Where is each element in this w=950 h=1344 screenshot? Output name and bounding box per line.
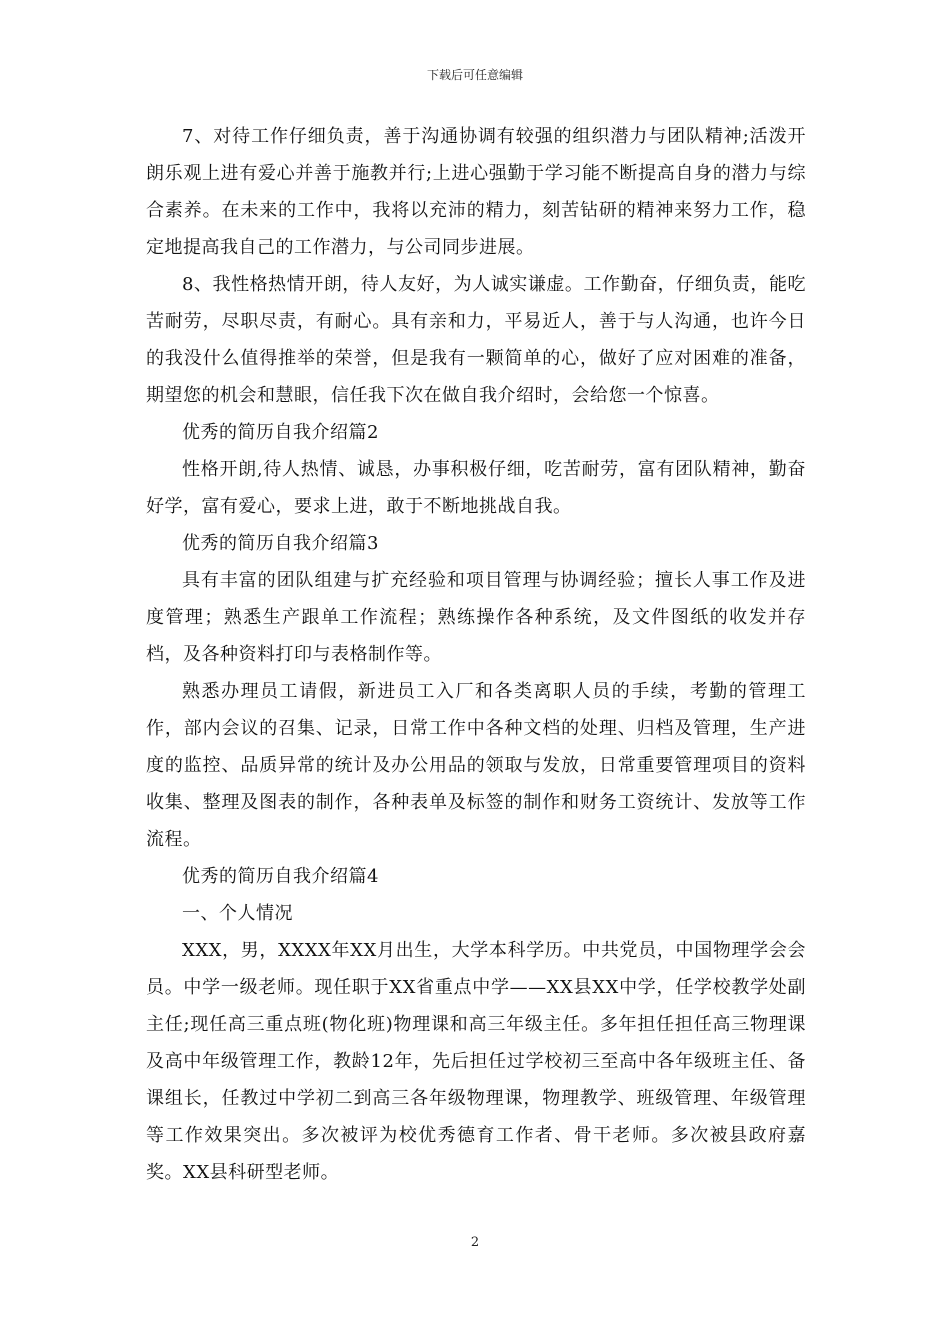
- document-body: [146, 118, 806, 1191]
- section-heading-4: 优秀的简历自我介绍篇4: [182, 866, 379, 887]
- paragraph-personal-info: XXX，男，XXXX年XX月出生，大学本科学历。中共党员，中国物理学会会员。中学一级老师。现任职于XX省重点中学——XX县XX中学，任学校教学处副主任;现任高三重点班(物化班)物理课和高三年级主任。多年担任担任高三物理课及高中年级管理工作，教龄12年，先后担任过学校初三至高中各年级班主任、备课组长，任教过中学初二到高三各年级物理课，物理教学、班级管理、年级管理等工作效果突出。多次被评为校优秀德育工作者、骨干老师。多次被县政府嘉奖。XX县科研型老师。: [146, 940, 806, 1183]
- page-header: 下载后可任意编辑: [426, 68, 523, 82]
- paragraph-section-3-a: 具有丰富的团队组建与扩充经验和项目管理与协调经验；擅长人事工作及进度管理；熟悉生产跟单工作流程；熟练操作各种系统，及文件图纸的收发并存档，及各种资料打印与表格制作等。: [146, 570, 806, 665]
- paragraph-section-3-b: 熟悉办理员工请假，新进员工入厂和各类离职人员的手续，考勤的管理工作，部内会议的召集、记录，日常工作中各种文档的处理、归档及管理，生产进度的监控、品质异常的统计及办公用品的领取与发放，日常重要管理项目的资料收集、整理及图表的制作，各种表单及标签的制作和财务工资统计、发放等工作流程。: [146, 681, 806, 850]
- subsection-heading-personal: 一、个人情况: [182, 903, 293, 924]
- paragraph-section-2: 性格开朗,待人热情、诚恳，办事积极仔细，吃苦耐劳，富有团队精神，勤奋好学，富有爱心，要求上进，敢于不断地挑战自我。: [146, 459, 806, 517]
- section-heading-3: 优秀的简历自我介绍篇3: [182, 533, 379, 554]
- paragraph-item-7: 7、对待工作仔细负责，善于沟通协调有较强的组织潜力与团队精神;活泼开朗乐观上进有爱心并善于施教并行;上进心强勤于学习能不断提高自身的潜力与综合素养。在未来的工作中，我将以充沛的精力，刻苦钻研的精神来努力工作，稳定地提高我自己的工作潜力，与公司同步进展。: [146, 126, 806, 258]
- page-number: 2: [470, 1235, 480, 1250]
- section-heading-2: 优秀的简历自我介绍篇2: [182, 422, 379, 443]
- paragraph-item-8: 8、我性格热情开朗，待人友好，为人诚实谦虚。工作勤奋，仔细负责，能吃苦耐劳，尽职尽责，有耐心。具有亲和力，平易近人，善于与人沟通，也许今日的我没什么值得推举的荣誉，但是我有一颗简单的心，做好了应对困难的准备，期望您的机会和慧眼，信任我下次在做自我介绍时，会给您一个惊喜。: [146, 274, 806, 406]
